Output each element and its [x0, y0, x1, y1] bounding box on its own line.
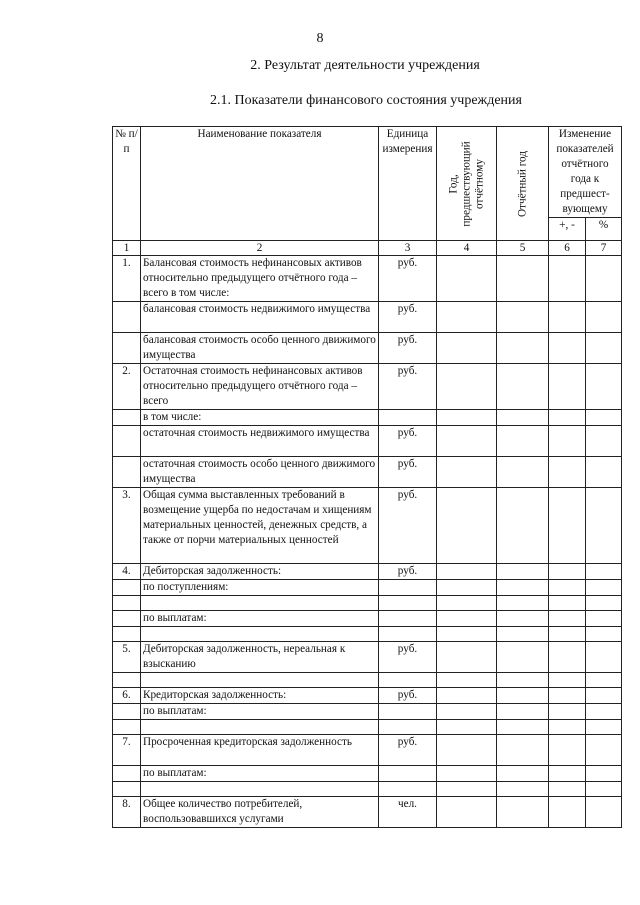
row-number: 1. — [113, 256, 141, 302]
cell-report-year — [497, 642, 549, 673]
cell-change-abs — [549, 410, 586, 426]
header-percent: % — [586, 218, 622, 241]
cell-change-pct — [586, 564, 622, 580]
cell-prev-year — [437, 673, 497, 688]
row-unit: чел. — [379, 797, 437, 828]
cell-prev-year — [437, 580, 497, 596]
table-row — [113, 797, 622, 828]
row-number: 6. — [113, 688, 141, 704]
row-name: Просроченная кредиторская задолженность — [141, 735, 379, 766]
cell-change-abs — [549, 457, 586, 488]
cell-report-year — [497, 596, 549, 611]
row-number: 4. — [113, 564, 141, 580]
cell-change-pct — [586, 457, 622, 488]
row-number: 3. — [113, 488, 141, 564]
row-name: Балансовая стоимость нефинансовых активов относительно предыдущего отчётного года – всего в том числе: — [141, 256, 379, 302]
row-name — [141, 673, 379, 688]
table-row — [113, 596, 622, 611]
row-name: Кредиторская задолженность: — [141, 688, 379, 704]
cell-report-year — [497, 673, 549, 688]
cell-prev-year — [437, 704, 497, 720]
cell-change-pct — [586, 302, 622, 333]
cell-change-pct — [586, 410, 622, 426]
cell-report-year — [497, 735, 549, 766]
cell-change-abs — [549, 673, 586, 688]
cell-report-year — [497, 720, 549, 735]
row-name — [141, 596, 379, 611]
header-change: Изменение показателей отчётного года к предшест-вующему — [549, 127, 622, 218]
row-number — [113, 457, 141, 488]
row-unit — [379, 782, 437, 797]
row-name: по выплатам: — [141, 611, 379, 627]
cell-change-pct — [586, 627, 622, 642]
row-number — [113, 410, 141, 426]
row-unit: руб. — [379, 333, 437, 364]
cell-prev-year — [437, 488, 497, 564]
cell-report-year — [497, 782, 549, 797]
cell-change-pct — [586, 720, 622, 735]
cell-change-pct — [586, 797, 622, 828]
row-unit: руб. — [379, 642, 437, 673]
cell-change-abs — [549, 580, 586, 596]
row-unit — [379, 720, 437, 735]
row-number — [113, 673, 141, 688]
row-number — [113, 426, 141, 457]
cell-report-year — [497, 488, 549, 564]
row-number — [113, 627, 141, 642]
table-row — [113, 642, 622, 673]
row-unit: руб. — [379, 364, 437, 410]
column-number: 3 — [379, 241, 437, 256]
cell-report-year — [497, 688, 549, 704]
cell-report-year — [497, 364, 549, 410]
table-row — [113, 766, 622, 782]
row-name: по выплатам: — [141, 704, 379, 720]
row-name: остаточная стоимость особо ценного движимого имущества — [141, 457, 379, 488]
row-unit: руб. — [379, 457, 437, 488]
row-name: в том числе: — [141, 410, 379, 426]
cell-change-abs — [549, 364, 586, 410]
column-number: 7 — [586, 241, 622, 256]
row-unit — [379, 673, 437, 688]
cell-report-year — [497, 457, 549, 488]
column-number: 5 — [497, 241, 549, 256]
cell-prev-year — [437, 797, 497, 828]
row-name: Общая сумма выставленных требований в возмещение ущерба по недостачам и хищениям материальных ценностей, денежных средств, а также от порчи материальных ценностей — [141, 488, 379, 564]
table-row — [113, 704, 622, 720]
row-name: по выплатам: — [141, 766, 379, 782]
row-number — [113, 720, 141, 735]
row-name: балансовая стоимость особо ценного движимого имущества — [141, 333, 379, 364]
cell-change-pct — [586, 782, 622, 797]
table-row — [113, 426, 622, 457]
row-name: остаточная стоимость недвижимого имущества — [141, 426, 379, 457]
cell-report-year — [497, 426, 549, 457]
row-unit — [379, 580, 437, 596]
column-number: 6 — [549, 241, 586, 256]
row-name — [141, 782, 379, 797]
row-number — [113, 766, 141, 782]
cell-change-abs — [549, 333, 586, 364]
cell-change-pct — [586, 488, 622, 564]
cell-prev-year — [437, 642, 497, 673]
row-number: 8. — [113, 797, 141, 828]
cell-change-abs — [549, 611, 586, 627]
cell-change-pct — [586, 580, 622, 596]
cell-change-pct — [586, 766, 622, 782]
row-name: Дебиторская задолженность: — [141, 564, 379, 580]
cell-change-pct — [586, 426, 622, 457]
cell-change-pct — [586, 611, 622, 627]
row-number — [113, 782, 141, 797]
row-unit: руб. — [379, 688, 437, 704]
cell-change-abs — [549, 766, 586, 782]
cell-change-pct — [586, 642, 622, 673]
row-name: Остаточная стоимость нефинансовых активов относительно предыдущего отчётного года – всего — [141, 364, 379, 410]
cell-change-abs — [549, 782, 586, 797]
row-unit: руб. — [379, 564, 437, 580]
cell-report-year — [497, 611, 549, 627]
cell-change-pct — [586, 704, 622, 720]
row-name: по поступлениям: — [141, 580, 379, 596]
row-name: Общее количество потребителей, воспользовавшихся услугами — [141, 797, 379, 828]
section-title: 2. Результат деятельности учреждения — [250, 58, 480, 73]
cell-prev-year — [437, 564, 497, 580]
table-row — [113, 364, 622, 410]
row-unit: руб. — [379, 488, 437, 564]
cell-report-year — [497, 256, 549, 302]
row-number — [113, 611, 141, 627]
cell-prev-year — [437, 782, 497, 797]
header-plus-minus: +, - — [549, 218, 586, 241]
cell-report-year — [497, 410, 549, 426]
table-row — [113, 611, 622, 627]
cell-change-abs — [549, 704, 586, 720]
row-number — [113, 302, 141, 333]
cell-report-year — [497, 704, 549, 720]
cell-change-abs — [549, 302, 586, 333]
cell-change-pct — [586, 596, 622, 611]
table-row — [113, 302, 622, 333]
table-row — [113, 735, 622, 766]
column-numbers-row — [113, 241, 622, 256]
cell-prev-year — [437, 410, 497, 426]
cell-change-pct — [586, 333, 622, 364]
cell-change-abs — [549, 720, 586, 735]
row-unit — [379, 704, 437, 720]
cell-change-pct — [586, 673, 622, 688]
table-row — [113, 688, 622, 704]
row-number: 7. — [113, 735, 141, 766]
header-prev-year-text: Год, предшествующий отчётному — [447, 140, 485, 227]
cell-prev-year — [437, 688, 497, 704]
cell-prev-year — [437, 256, 497, 302]
table-row — [113, 488, 622, 564]
table-row — [113, 782, 622, 797]
table-row — [113, 627, 622, 642]
row-name: Дебиторская задолженность, нереальная к взысканию — [141, 642, 379, 673]
cell-change-abs — [549, 627, 586, 642]
table-row — [113, 457, 622, 488]
cell-report-year — [497, 333, 549, 364]
row-unit: руб. — [379, 302, 437, 333]
cell-report-year — [497, 580, 549, 596]
row-unit — [379, 596, 437, 611]
row-unit — [379, 611, 437, 627]
cell-change-abs — [549, 256, 586, 302]
financial-indicators-table — [112, 126, 622, 828]
header-name: Наименование показателя — [141, 127, 379, 241]
cell-report-year — [497, 627, 549, 642]
cell-change-abs — [549, 735, 586, 766]
table-row — [113, 720, 622, 735]
cell-prev-year — [437, 627, 497, 642]
header-unit: Единица измерения — [379, 127, 437, 241]
row-name — [141, 627, 379, 642]
row-unit — [379, 410, 437, 426]
table-row — [113, 333, 622, 364]
row-unit — [379, 627, 437, 642]
column-number: 4 — [437, 241, 497, 256]
cell-change-pct — [586, 256, 622, 302]
column-number: 1 — [113, 241, 141, 256]
row-number — [113, 333, 141, 364]
cell-report-year — [497, 302, 549, 333]
header-report-year — [497, 127, 549, 241]
cell-change-abs — [549, 564, 586, 580]
cell-change-abs — [549, 488, 586, 564]
cell-change-abs — [549, 426, 586, 457]
table-row — [113, 564, 622, 580]
row-name: балансовая стоимость недвижимого имущества — [141, 302, 379, 333]
table-row — [113, 673, 622, 688]
row-number: 5. — [113, 642, 141, 673]
cell-report-year — [497, 564, 549, 580]
cell-prev-year — [437, 302, 497, 333]
header-prev-year — [437, 127, 497, 241]
cell-report-year — [497, 766, 549, 782]
cell-change-abs — [549, 688, 586, 704]
subsection-title: 2.1. Показатели финансового состояния учреждения — [210, 93, 522, 108]
table-row — [113, 410, 622, 426]
cell-change-abs — [549, 797, 586, 828]
column-number: 2 — [141, 241, 379, 256]
row-unit: руб. — [379, 735, 437, 766]
table-row — [113, 580, 622, 596]
cell-prev-year — [437, 457, 497, 488]
header-report-year-text: Отчётный год — [516, 150, 528, 217]
cell-prev-year — [437, 611, 497, 627]
row-unit: руб. — [379, 256, 437, 302]
cell-prev-year — [437, 596, 497, 611]
cell-change-pct — [586, 688, 622, 704]
cell-prev-year — [437, 735, 497, 766]
cell-change-pct — [586, 735, 622, 766]
row-number: 2. — [113, 364, 141, 410]
cell-prev-year — [437, 766, 497, 782]
row-unit — [379, 766, 437, 782]
cell-prev-year — [437, 364, 497, 410]
row-number — [113, 580, 141, 596]
cell-change-pct — [586, 364, 622, 410]
table-row — [113, 256, 622, 302]
cell-change-abs — [549, 642, 586, 673]
cell-prev-year — [437, 720, 497, 735]
cell-prev-year — [437, 426, 497, 457]
row-number — [113, 704, 141, 720]
cell-change-abs — [549, 596, 586, 611]
row-unit: руб. — [379, 426, 437, 457]
row-name — [141, 720, 379, 735]
page-number: 8 — [316, 31, 324, 46]
header-num: № п/п — [113, 127, 141, 241]
cell-report-year — [497, 797, 549, 828]
cell-prev-year — [437, 333, 497, 364]
row-number — [113, 596, 141, 611]
